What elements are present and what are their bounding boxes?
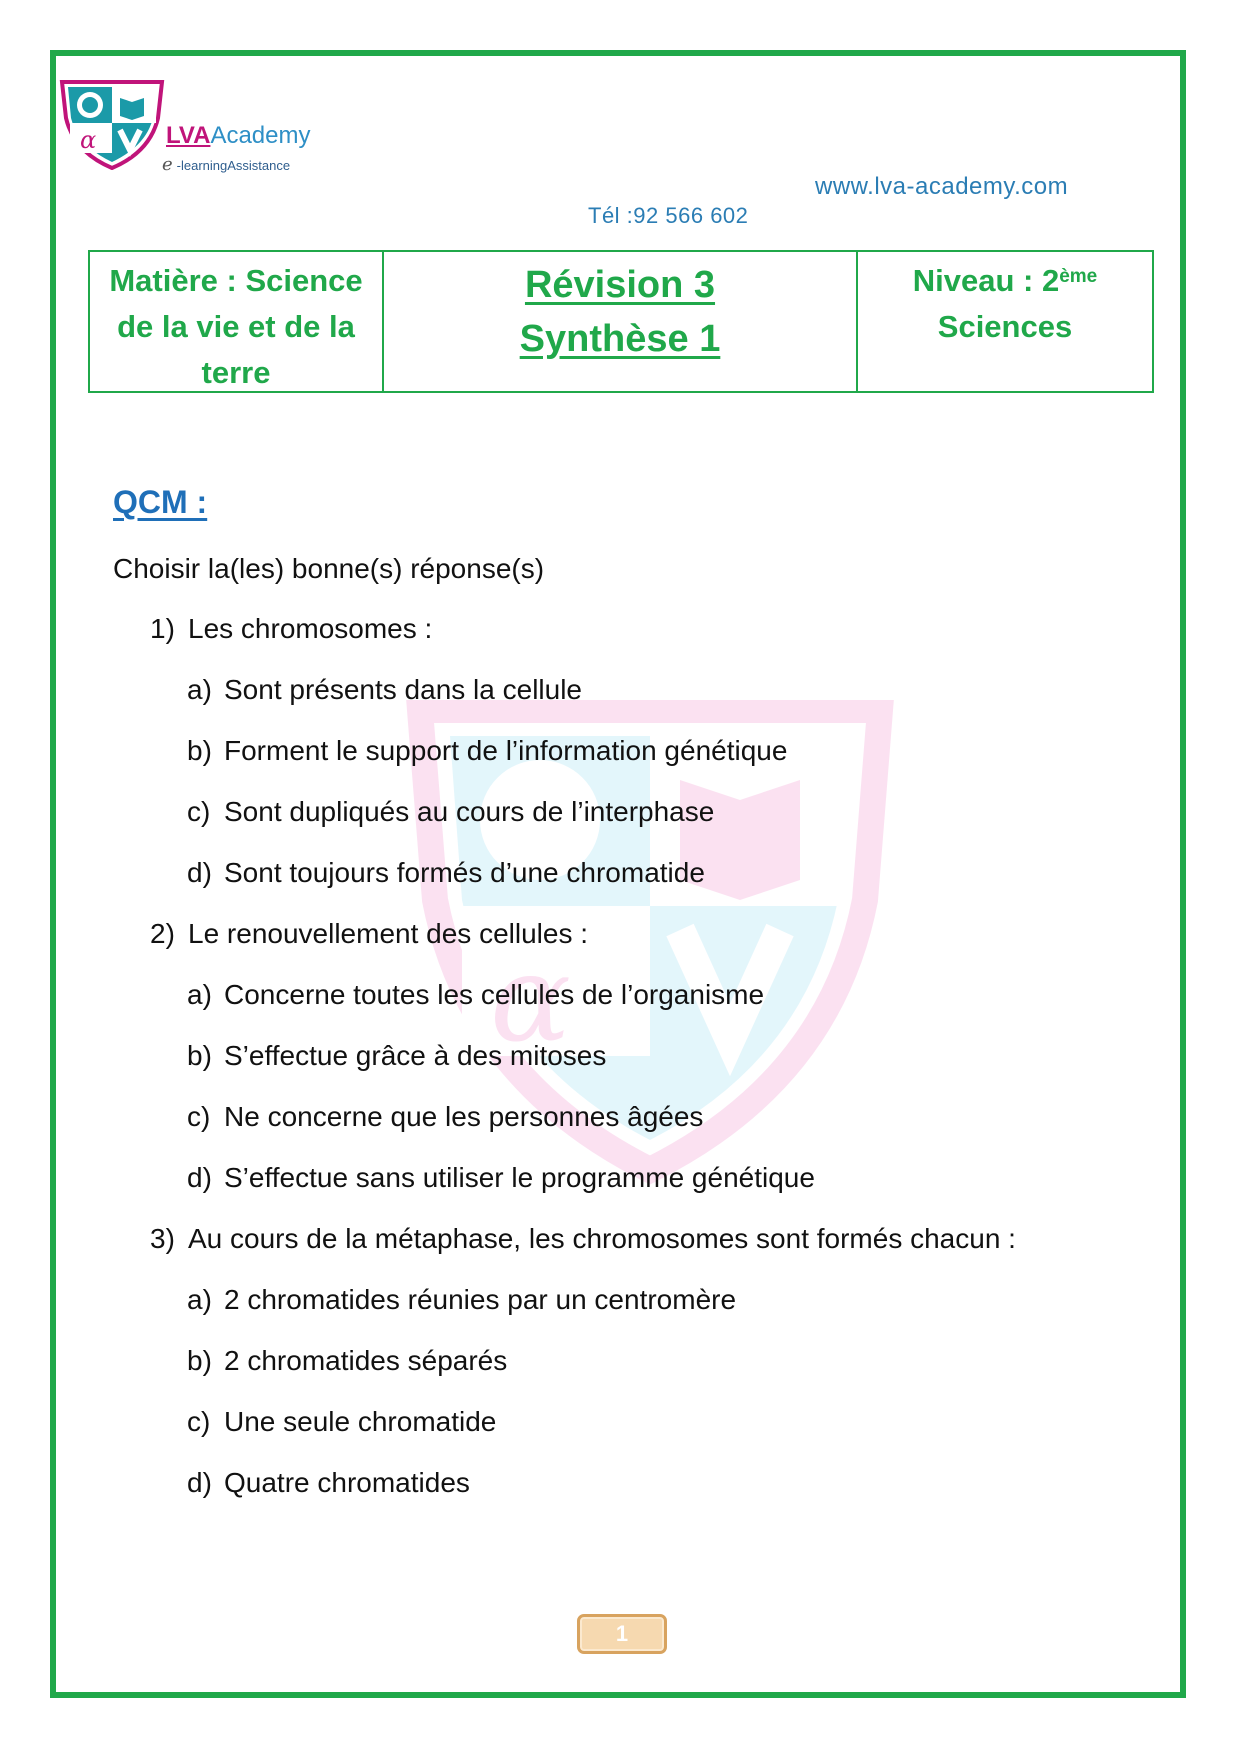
option-text: Sont toujours formés d’une chromatide [224, 857, 705, 888]
option-3a [187, 1284, 736, 1316]
option-3c [187, 1406, 496, 1438]
qcm-title: QCM : [113, 484, 208, 520]
option-letter: c) [187, 1101, 211, 1132]
subject-line-2: de la vie et de la [117, 309, 355, 344]
option-text: 2 chromatides séparés [224, 1345, 508, 1376]
question-text: Au cours de la métaphase, les chromosomes sont formés chacun : [188, 1223, 1016, 1254]
question-number: 1) [150, 613, 175, 644]
level-line-2: Sciences [937, 309, 1073, 344]
option-1c [187, 796, 714, 828]
question-number: 3) [150, 1223, 175, 1254]
option-text: Concerne toutes les cellules de l’organisme [224, 979, 765, 1010]
brand-suffix: Academy [210, 122, 311, 149]
subject-line-3: terre [201, 355, 271, 390]
question-3 [150, 1223, 1016, 1255]
option-2a [187, 979, 764, 1011]
option-letter: c) [187, 1406, 211, 1437]
question-2 [150, 918, 588, 950]
title-cell [384, 252, 858, 391]
option-text: Sont dupliqués au cours de l’interphase [224, 796, 715, 827]
option-letter: d) [187, 1467, 212, 1498]
qcm-instruction: Choisir la(les) bonne(s) réponse(s) [113, 553, 545, 584]
svg-text:α: α [80, 126, 97, 154]
option-letter: a) [187, 1284, 212, 1315]
website-link[interactable]: www.lva-academy.com [815, 173, 1069, 200]
title-line-2: Synthèse 1 [519, 318, 721, 360]
info-table [88, 250, 1154, 393]
brand-tagline [162, 154, 290, 175]
option-letter: a) [187, 674, 212, 705]
level-prefix: Niveau : 2 [912, 263, 1060, 298]
tagline-text: -learningAssistance [176, 158, 291, 173]
option-1a [187, 674, 582, 706]
option-text: Sont présents dans la cellule [224, 674, 582, 705]
question-1 [150, 613, 432, 645]
option-letter: a) [187, 979, 212, 1010]
option-2d [187, 1162, 815, 1194]
option-letter: b) [187, 735, 212, 766]
title-line-1: Révision 3 [524, 264, 716, 306]
level-line-1 [858, 258, 1152, 304]
level-cell [858, 252, 1152, 391]
option-text: Ne concerne que les personnes âgées [224, 1101, 704, 1132]
subject-line-1: Matière : Science [109, 263, 363, 298]
phone-number: Tél :92 566 602 [588, 203, 749, 228]
svg-text:α: α [490, 930, 572, 1069]
option-letter: d) [187, 1162, 212, 1193]
tagline-e: e [162, 154, 173, 175]
level-sup: ème [1059, 266, 1098, 287]
option-text: 2 chromatides réunies par un centromère [224, 1284, 737, 1315]
option-text: Une seule chromatide [224, 1406, 497, 1437]
option-text: S’effectue grâce à des mitoses [224, 1040, 607, 1071]
option-2b [187, 1040, 606, 1072]
subject-cell [90, 252, 384, 391]
option-1d [187, 857, 705, 889]
option-1b [187, 735, 787, 767]
option-text: Forment le support de l’information génétique [224, 735, 788, 766]
question-text: Le renouvellement des cellules : [188, 918, 589, 949]
option-text: S’effectue sans utiliser le programme génétique [224, 1162, 815, 1193]
question-number: 2) [150, 918, 175, 949]
page-number-badge: 1 [577, 1614, 667, 1654]
option-letter: b) [187, 1345, 212, 1376]
option-2c [187, 1101, 703, 1133]
option-text: Quatre chromatides [224, 1467, 470, 1498]
brand-prefix: LVA [166, 122, 211, 149]
question-text: Les chromosomes : [188, 613, 433, 644]
lva-academy-logo-icon [58, 78, 168, 170]
option-3b [187, 1345, 507, 1377]
brand-name [166, 122, 310, 150]
option-letter: b) [187, 1040, 212, 1071]
option-letter: c) [187, 796, 211, 827]
option-3d [187, 1467, 470, 1499]
option-letter: d) [187, 857, 212, 888]
